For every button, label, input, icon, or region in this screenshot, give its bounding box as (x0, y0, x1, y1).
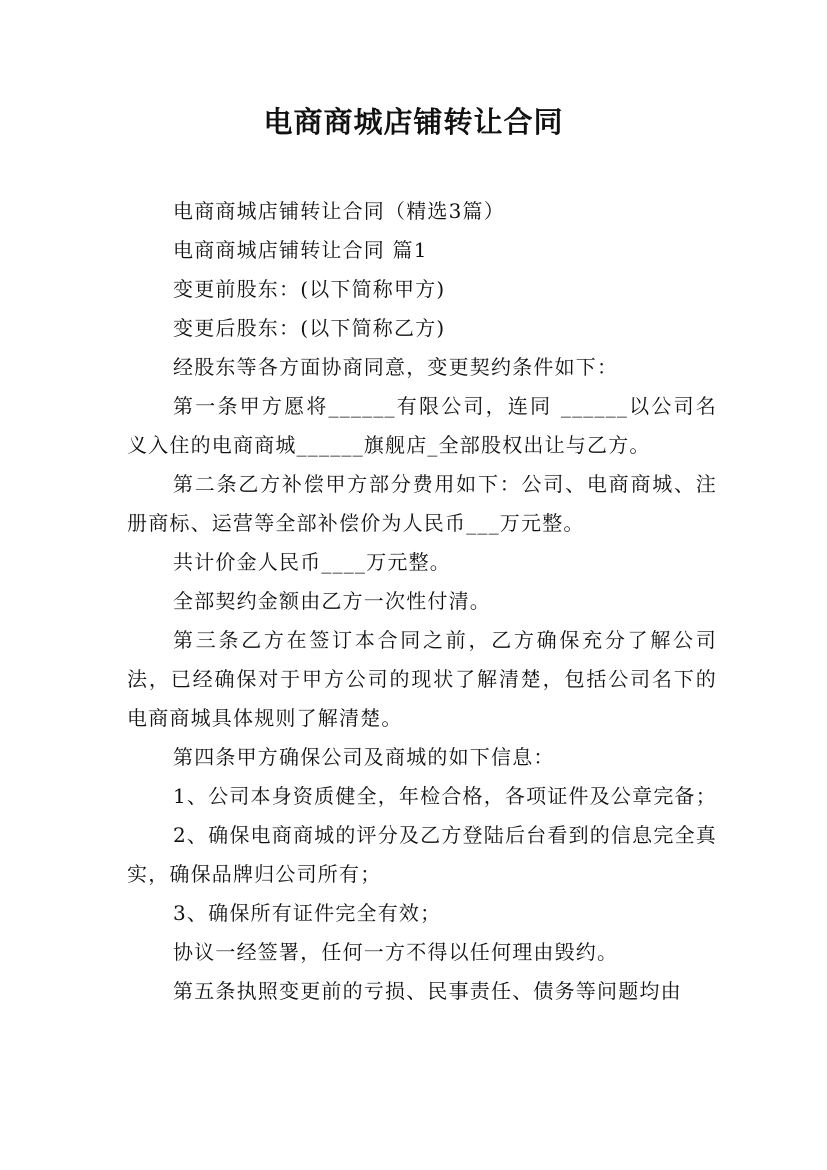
paragraph: 第一条甲方愿将______有限公司，连同 ______以公司名义入住的电商商城______旗舰店_全部股权出让与乙方。 (127, 394, 717, 457)
paragraph: 第三条乙方在签订本合同之前，乙方确保充分了解公司法，已经确保对于甲方公司的现状了解清楚，包括公司名下的电商商城具体规则了解清楚。 (127, 628, 717, 730)
paragraph: 电商商城店铺转让合同 篇1 (173, 238, 428, 262)
paragraph: 经股东等各方面协商同意，变更契约条件如下： (173, 355, 619, 379)
paragraph: 共计价金人民币____万元整。 (173, 550, 451, 574)
paragraph: 协议一经签署，任何一方不得以任何理由毁约。 (173, 940, 619, 964)
paragraph: 第五条执照变更前的亏损、民事责任、债务等问题均由 (173, 979, 682, 1003)
paragraph: 变更前股东：(以下简称甲方) (173, 277, 446, 301)
paragraph: 3、确保所有证件完全有效； (173, 901, 442, 925)
paragraph: 变更后股东：(以下简称乙方) (173, 316, 446, 340)
paragraph: 第二条乙方补偿甲方部分费用如下：公司、电商商城、注册商标、运营等全部补偿价为人民币___万元整。 (127, 472, 717, 535)
paragraph: 2、确保电商商城的评分及乙方登陆后台看到的信息完全真实，确保品牌归公司所有； (127, 823, 717, 886)
paragraph: 1、公司本身资质健全，年检合格，各项证件及公章完备； (173, 784, 717, 808)
paragraph: 第四条甲方确保公司及商城的如下信息： (173, 745, 555, 769)
document-body (127, 192, 717, 1011)
document-title: 电商商城店铺转让合同 (263, 105, 564, 139)
paragraph: 电商商城店铺转让合同（精选3篇） (173, 199, 505, 223)
paragraph: 全部契约金额由乙方一次性付清。 (173, 589, 491, 613)
